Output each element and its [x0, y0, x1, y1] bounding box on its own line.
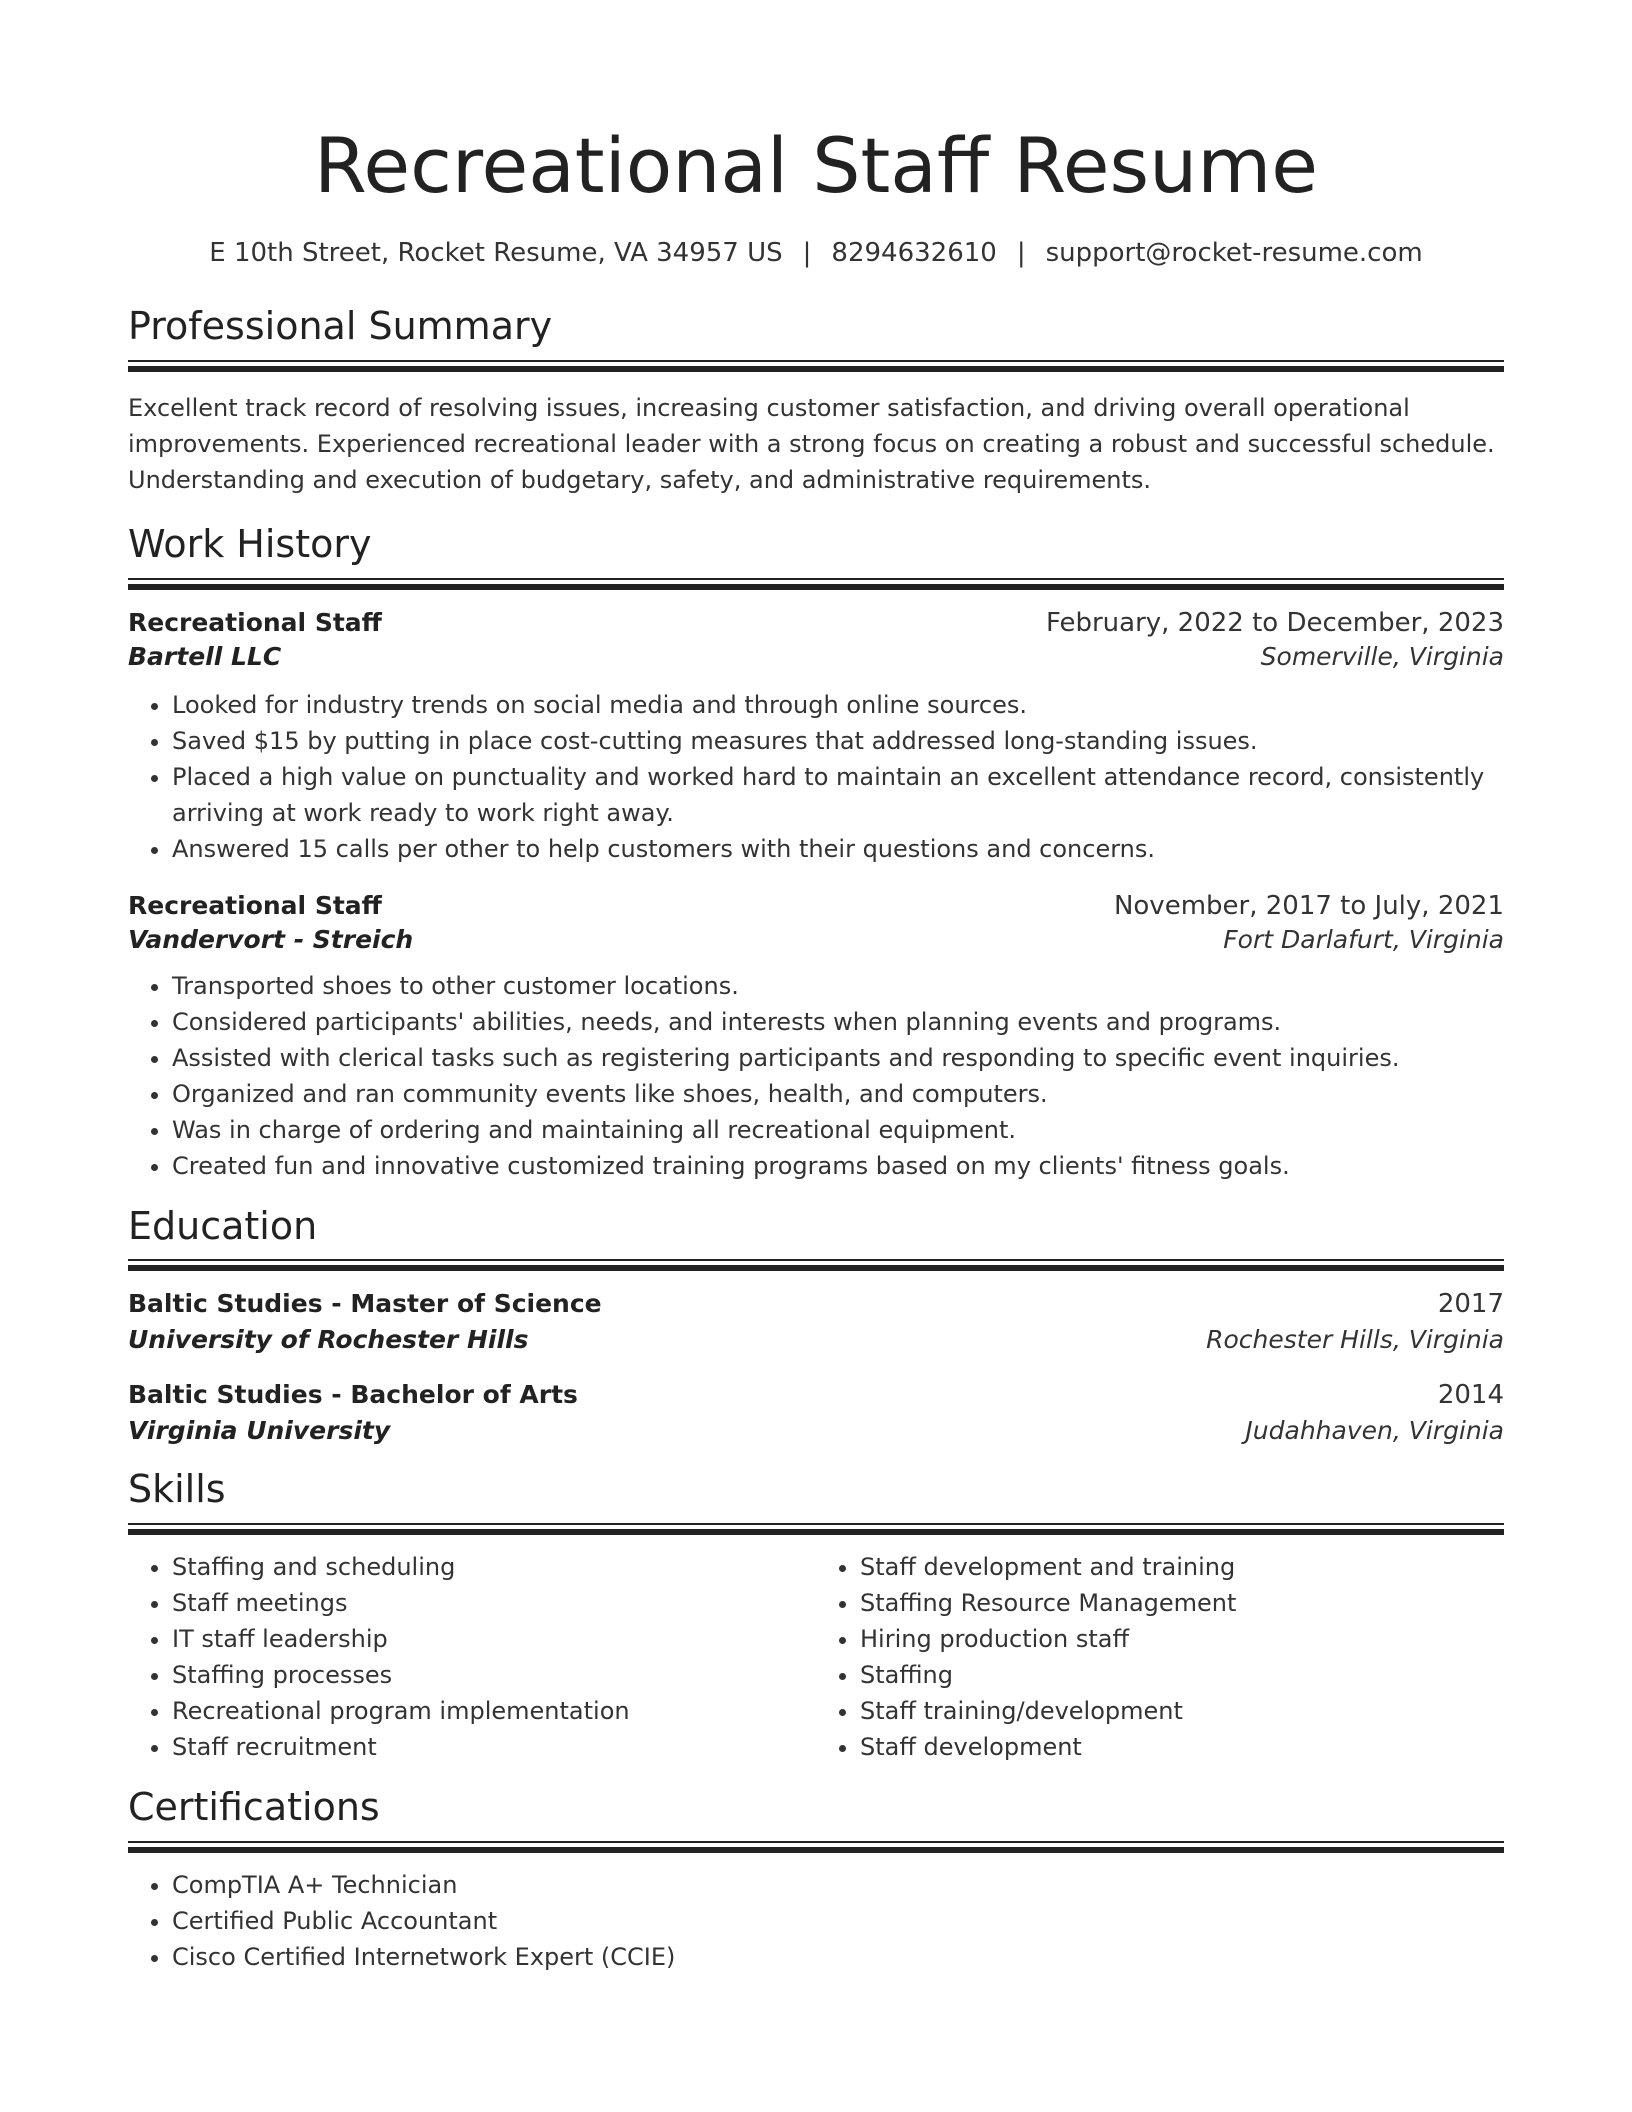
- job-header-row: [128, 891, 1504, 921]
- job-company: Vandervort - Streich: [128, 924, 414, 954]
- contact-email: support@rocket-resume.com: [1045, 238, 1423, 268]
- summary-text: Excellent track record of resolving issues, increasing customer satisfaction, and driving overall operational improvements. Experienced recreational leader with a strong focus on creating a robust and successful schedule. Understanding and execution of budgetary, safety, and administrative requirements.: [128, 393, 1495, 494]
- contact-phone: 8294632610: [831, 238, 997, 268]
- education-location: Judahhaven, Virginia: [1245, 1416, 1504, 1446]
- list-item: • Transported shoes to other customer locations.: [172, 968, 1504, 1004]
- skills-columns: [128, 1549, 1504, 1765]
- job-dates: November, 2017 to July, 2021: [1113, 890, 1504, 921]
- education-school: Virginia University: [128, 1416, 391, 1446]
- job-dates: February, 2022 to December, 2023: [1045, 607, 1504, 638]
- contact-separator: |: [1016, 238, 1026, 268]
- list-item: • Staff development: [860, 1729, 1504, 1765]
- section-heading-work-history: Work History: [128, 521, 372, 566]
- job-entry: [128, 608, 1504, 867]
- certifications-list: [128, 1867, 1504, 1975]
- job-title: Recreational Staff: [128, 607, 382, 637]
- education-degree: Baltic Studies - Master of Science: [128, 1289, 602, 1319]
- section-work-history: [128, 521, 1504, 1184]
- section-heading-summary: Professional Summary: [128, 304, 553, 348]
- job-company-row: [128, 642, 1504, 671]
- list-item: • Staffing Resource Management: [860, 1585, 1504, 1621]
- list-item: • Looked for industry trends on social media and through online sources.: [172, 687, 1504, 723]
- job-entry: [128, 891, 1504, 1184]
- list-item: • Staffing: [860, 1657, 1504, 1693]
- education-year: 2014: [1437, 1380, 1504, 1411]
- section-heading-skills: Skills: [128, 1467, 226, 1512]
- education-degree: Baltic Studies - Bachelor of Arts: [128, 1380, 578, 1410]
- list-item: • Staffing and scheduling: [172, 1549, 816, 1585]
- education-school-row: [128, 1416, 1504, 1445]
- education-header-row: [128, 1289, 1504, 1319]
- list-item: • Staff meetings: [172, 1585, 816, 1621]
- contact-line: [128, 238, 1504, 268]
- job-location: Somerville, Virginia: [1260, 641, 1504, 671]
- list-item: • Staff training/development: [860, 1693, 1504, 1729]
- section-divider: [128, 360, 1504, 372]
- skills-list-right: [816, 1549, 1504, 1765]
- list-item: • IT staff leadership: [172, 1621, 816, 1657]
- list-item: • Created fun and innovative customized training programs based on my clients' fitness goals.: [172, 1148, 1504, 1184]
- list-item: • Was in charge of ordering and maintaining all recreational equipment.: [172, 1112, 1504, 1148]
- job-company: Bartell LLC: [128, 641, 282, 671]
- section-summary: [128, 306, 1504, 498]
- list-item: • Hiring production staff: [860, 1621, 1504, 1657]
- job-location: Fort Darlafurt, Virginia: [1223, 924, 1504, 954]
- resume-title: Recreational Staff Resume: [313, 121, 1319, 210]
- skills-list-left: [128, 1549, 816, 1765]
- list-item: • Cisco Certified Internetwork Expert (CCIE): [172, 1939, 1504, 1975]
- education-school-row: [128, 1325, 1504, 1354]
- list-item: • Staff recruitment: [172, 1729, 816, 1765]
- section-divider: [128, 1259, 1504, 1271]
- section-heading-certifications: Certifications: [128, 1785, 380, 1830]
- list-item: • Placed a high value on punctuality and worked hard to maintain an excellent attendance record, consistently arriving at work ready to work right away.: [172, 759, 1504, 831]
- list-item: • Certified Public Accountant: [172, 1903, 1504, 1939]
- contact-address: E 10th Street, Rocket Resume, VA 34957 US: [209, 238, 783, 268]
- education-header-row: [128, 1380, 1504, 1410]
- job-bullets: [128, 968, 1504, 1184]
- section-education: [128, 1203, 1504, 1446]
- list-item: • Answered 15 calls per other to help customers with their questions and concerns.: [172, 831, 1504, 867]
- education-entry: [128, 1380, 1504, 1445]
- list-item: • CompTIA A+ Technician: [172, 1867, 1504, 1903]
- section-skills: [128, 1469, 1504, 1765]
- section-divider: [128, 1523, 1504, 1535]
- education-entry: [128, 1289, 1504, 1354]
- list-item: • Organized and ran community events like shoes, health, and computers.: [172, 1076, 1504, 1112]
- education-location: Rochester Hills, Virginia: [1206, 1325, 1504, 1355]
- section-certifications: [128, 1787, 1504, 1975]
- list-item: • Staff development and training: [860, 1549, 1504, 1585]
- section-divider: [128, 1841, 1504, 1853]
- contact-separator: |: [802, 238, 812, 268]
- list-item: • Assisted with clerical tasks such as registering participants and responding to specific event inquiries.: [172, 1040, 1504, 1076]
- education-year: 2017: [1437, 1289, 1504, 1320]
- job-title: Recreational Staff: [128, 890, 382, 920]
- job-company-row: [128, 925, 1504, 954]
- job-bullets: [128, 687, 1504, 867]
- list-item: • Saved $15 by putting in place cost-cutting measures that addressed long-standing issues.: [172, 723, 1504, 759]
- section-divider: [128, 578, 1504, 590]
- education-school: University of Rochester Hills: [128, 1325, 529, 1355]
- list-item: • Considered participants' abilities, needs, and interests when planning events and programs.: [172, 1004, 1504, 1040]
- list-item: • Recreational program implementation: [172, 1693, 816, 1729]
- section-heading-education: Education: [128, 1203, 318, 1248]
- job-header-row: [128, 608, 1504, 638]
- list-item: • Staffing processes: [172, 1657, 816, 1693]
